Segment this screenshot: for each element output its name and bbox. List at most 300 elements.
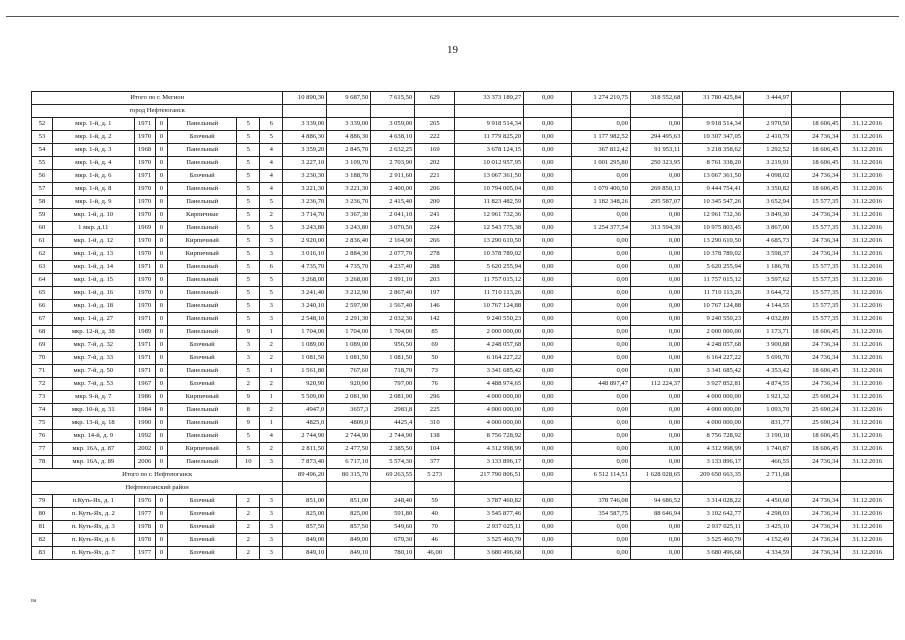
unit-limit: 18 606,45 — [792, 443, 841, 456]
completion-date: 31.12.2016 — [841, 404, 894, 417]
unit-limit: 24 736,34 — [792, 352, 841, 365]
address: мкр. 1-й, д. 8 — [52, 183, 134, 196]
unit-limit: 24 736,34 — [792, 248, 841, 261]
section-empty — [327, 482, 371, 495]
unit-limit: 15 577,35 — [792, 222, 841, 235]
table-row — [32, 508, 894, 521]
entrances: 3 — [260, 508, 283, 521]
wall-material: Блочный — [168, 352, 237, 365]
residents: 200 — [415, 196, 455, 209]
owners-share: 3 525 460,79 — [683, 534, 744, 547]
wall-material: Панельный — [168, 222, 237, 235]
wall-material: Блочный — [168, 378, 237, 391]
floors: 8 — [237, 404, 260, 417]
address: мкр. 14-й, д. 9 — [52, 430, 134, 443]
floors: 5 — [237, 287, 260, 300]
overhaul-year: 0 — [155, 222, 168, 235]
row-number: 70 — [32, 352, 53, 365]
repair-cost: 5 620 255,94 — [455, 261, 524, 274]
fund-share: 0,00 — [524, 183, 572, 196]
residents: 197 — [415, 287, 455, 300]
address: мкр. 1-й, д. 15 — [52, 274, 134, 287]
local-share: 0,00 — [631, 287, 683, 300]
page-number: 19 — [447, 44, 458, 56]
area-premises: 4 886,30 — [327, 131, 371, 144]
area-total: 4 886,30 — [283, 131, 327, 144]
summary-empty — [792, 92, 841, 105]
year-built: 1978 — [134, 521, 155, 534]
area-total: 4 735,70 — [283, 261, 327, 274]
residents: 138 — [415, 430, 455, 443]
address: мкр. 1-й, д. 4 — [52, 157, 134, 170]
year-built: 1970 — [134, 248, 155, 261]
area-residential: 3 059,00 — [371, 118, 415, 131]
region-share: 0,00 — [572, 443, 631, 456]
area-premises: 1 081,50 — [327, 352, 371, 365]
repair-cost: 3 341 685,42 — [455, 365, 524, 378]
completion-date: 31.12.2016 — [841, 378, 894, 391]
completion-date: 31.12.2016 — [841, 287, 894, 300]
section-empty — [631, 482, 683, 495]
summary-label: Итого по г. Мегион — [32, 92, 283, 105]
unit-cost: 3 900,88 — [744, 339, 792, 352]
region-share: 0,00 — [572, 547, 631, 560]
entrances: 5 — [260, 222, 283, 235]
area-total: 2 548,10 — [283, 313, 327, 326]
area-total: 920,90 — [283, 378, 327, 391]
overhaul-year: 0 — [155, 274, 168, 287]
completion-date: 31.12.2016 — [841, 443, 894, 456]
wall-material: Панельный — [168, 313, 237, 326]
overhaul-year: 0 — [155, 170, 168, 183]
section-empty — [744, 482, 792, 495]
row-number: 63 — [32, 261, 53, 274]
section-empty — [524, 482, 572, 495]
region-share: 0,00 — [572, 339, 631, 352]
unit-cost: 3 652,94 — [744, 196, 792, 209]
overhaul-year: 0 — [155, 534, 168, 547]
unit-cost: 3 425,10 — [744, 521, 792, 534]
summary-row-nefteyugansk — [32, 469, 894, 482]
table-row — [32, 547, 894, 560]
region-share: 0,00 — [572, 287, 631, 300]
local-share: 0,00 — [631, 313, 683, 326]
owners-share: 9 444 754,41 — [683, 183, 744, 196]
summary-area-total: 10 890,30 — [283, 92, 327, 105]
address: мкр. 1-й, д. 13 — [52, 248, 134, 261]
entrances: 1 — [260, 391, 283, 404]
repair-cost: 3 545 877,46 — [455, 508, 524, 521]
fund-share: 0,00 — [524, 326, 572, 339]
unit-limit: 18 606,45 — [792, 157, 841, 170]
area-premises: 3657,3 — [327, 404, 371, 417]
owners-share: 11 757 015,12 — [683, 274, 744, 287]
section-empty — [415, 482, 455, 495]
floors: 5 — [237, 118, 260, 131]
area-total: 3 230,30 — [283, 170, 327, 183]
area-premises: 6 717,10 — [327, 456, 371, 469]
overhaul-year: 0 — [155, 508, 168, 521]
overhaul-year: 0 — [155, 521, 168, 534]
region-share: 0,00 — [572, 456, 631, 469]
repair-cost: 2 000 000,00 — [455, 326, 524, 339]
table-row — [32, 131, 894, 144]
local-share: 88 646,94 — [631, 508, 683, 521]
address: мкр. 7-й, д. 50 — [52, 365, 134, 378]
row-number: 74 — [32, 404, 53, 417]
repair-cost: 4 312 998,99 — [455, 443, 524, 456]
row-number: 54 — [32, 144, 53, 157]
area-total: 3 240,10 — [283, 300, 327, 313]
overhaul-year: 0 — [155, 261, 168, 274]
overhaul-year: 0 — [155, 183, 168, 196]
summary-area-a: 9 687,50 — [327, 92, 371, 105]
address: мкр. 1-й, д. 3 — [52, 144, 134, 157]
unit-limit: 15 577,35 — [792, 313, 841, 326]
floors: 5 — [237, 443, 260, 456]
summary-local: 1 628 028,65 — [631, 469, 683, 482]
unit-cost: 3 350,82 — [744, 183, 792, 196]
area-residential: 4 638,10 — [371, 131, 415, 144]
unit-cost: 1 292,52 — [744, 144, 792, 157]
residents: 203 — [415, 274, 455, 287]
region-share: 367 812,42 — [572, 144, 631, 157]
entrances: 5 — [260, 274, 283, 287]
residents: 76 — [415, 378, 455, 391]
wall-material: Блочный — [168, 170, 237, 183]
residents: 224 — [415, 222, 455, 235]
unit-cost: 3 849,30 — [744, 209, 792, 222]
area-residential: 2 415,40 — [371, 196, 415, 209]
residents: 310 — [415, 417, 455, 430]
address: мкр. 10-й, д. 31 — [52, 404, 134, 417]
section-empty — [455, 105, 524, 118]
address: мкр. 12-й, д. 38 — [52, 326, 134, 339]
area-premises: 4809,0 — [327, 417, 371, 430]
floors: 5 — [237, 300, 260, 313]
year-built: 1971 — [134, 365, 155, 378]
row-number: 71 — [32, 365, 53, 378]
table-row — [32, 170, 894, 183]
wall-material: Кирпичный — [168, 391, 237, 404]
unit-limit: 18 606,45 — [792, 326, 841, 339]
row-number: 68 — [32, 326, 53, 339]
residents: 266 — [415, 235, 455, 248]
region-share: 0,00 — [572, 170, 631, 183]
summary-label: Итого по г. Нефтеюганск — [32, 469, 283, 482]
section-empty — [283, 105, 327, 118]
area-total: 3 714,70 — [283, 209, 327, 222]
repair-cost: 11 779 825,20 — [455, 131, 524, 144]
residents: 169 — [415, 144, 455, 157]
section-empty — [371, 482, 415, 495]
area-total: 4947,0 — [283, 404, 327, 417]
section-empty — [415, 105, 455, 118]
row-number: 66 — [32, 300, 53, 313]
residents: 377 — [415, 456, 455, 469]
local-share: 294 495,63 — [631, 131, 683, 144]
entrances: 2 — [260, 404, 283, 417]
local-share: 0,00 — [631, 430, 683, 443]
row-number: 75 — [32, 417, 53, 430]
fund-share: 0,00 — [524, 417, 572, 430]
wall-material: Панельный — [168, 183, 237, 196]
region-share: 0,00 — [572, 430, 631, 443]
area-residential: 1 081,50 — [371, 352, 415, 365]
repair-cost: 3 787 460,82 — [455, 495, 524, 508]
unit-cost: 4 144,55 — [744, 300, 792, 313]
unit-cost: 4 450,60 — [744, 495, 792, 508]
unit-cost: 4 298,03 — [744, 508, 792, 521]
wall-material: Панельный — [168, 300, 237, 313]
unit-limit: 18 606,45 — [792, 430, 841, 443]
year-built: 1967 — [134, 378, 155, 391]
repair-cost: 12 543 775,38 — [455, 222, 524, 235]
floors: 2 — [237, 534, 260, 547]
unit-limit: 24 736,34 — [792, 547, 841, 560]
area-total: 849,10 — [283, 547, 327, 560]
unit-cost: 3 597,62 — [744, 274, 792, 287]
summary-fund: 0,00 — [524, 469, 572, 482]
floors: 3 — [237, 352, 260, 365]
row-number: 59 — [32, 209, 53, 222]
year-built: 2002 — [134, 443, 155, 456]
unit-cost: 4 152,49 — [744, 534, 792, 547]
wall-material: Блочный — [168, 547, 237, 560]
local-share: 269 850,13 — [631, 183, 683, 196]
table-row — [32, 300, 894, 313]
area-premises: 825,00 — [327, 508, 371, 521]
wall-material: Кирпичные — [168, 209, 237, 222]
local-share: 0,00 — [631, 352, 683, 365]
floors: 5 — [237, 144, 260, 157]
repair-cost: 10 012 957,95 — [455, 157, 524, 170]
local-share: 250 323,95 — [631, 157, 683, 170]
summary-other: 209 650 663,35 — [683, 469, 744, 482]
area-residential: 2 991,10 — [371, 274, 415, 287]
repair-cost: 10 378 789,02 — [455, 248, 524, 261]
entrances: 3 — [260, 495, 283, 508]
fund-share: 0,00 — [524, 235, 572, 248]
region-share: 0,00 — [572, 209, 631, 222]
entrances: 4 — [260, 430, 283, 443]
entrances: 2 — [260, 443, 283, 456]
overhaul-year: 0 — [155, 196, 168, 209]
residents: 225 — [415, 404, 455, 417]
fund-share: 0,00 — [524, 365, 572, 378]
repair-cost: 9 918 514,34 — [455, 118, 524, 131]
section-row-nefteyugansk — [32, 105, 894, 118]
area-total: 3 241,40 — [283, 287, 327, 300]
row-number: 79 — [32, 495, 53, 508]
area-premises: 857,50 — [327, 521, 371, 534]
overhaul-year: 0 — [155, 352, 168, 365]
fund-share: 0,00 — [524, 547, 572, 560]
fund-share: 0,00 — [524, 313, 572, 326]
area-premises: 2 081,90 — [327, 391, 371, 404]
entrances: 3 — [260, 300, 283, 313]
residents: 50 — [415, 352, 455, 365]
owners-share: 13 067 361,50 — [683, 170, 744, 183]
row-number: 82 — [32, 534, 53, 547]
table-row — [32, 378, 894, 391]
local-share: 0,00 — [631, 261, 683, 274]
row-number: 77 — [32, 443, 53, 456]
area-premises: 920,90 — [327, 378, 371, 391]
summary-row-megion — [32, 92, 894, 105]
wall-material: Панельный — [168, 430, 237, 443]
unit-limit: 24 736,34 — [792, 534, 841, 547]
repair-cost: 10 767 124,88 — [455, 300, 524, 313]
completion-date: 31.12.2016 — [841, 521, 894, 534]
year-built: 1970 — [134, 157, 155, 170]
area-residential: 4 237,40 — [371, 261, 415, 274]
owners-share: 11 710 113,26 — [683, 287, 744, 300]
unit-limit: 25 690,24 — [792, 404, 841, 417]
unit-limit: 18 606,45 — [792, 144, 841, 157]
fund-share: 0,00 — [524, 287, 572, 300]
year-built: 1986 — [134, 391, 155, 404]
region-share: 0,00 — [572, 352, 631, 365]
address: мкр. 7-й, д. 32 — [52, 339, 134, 352]
overhaul-year: 0 — [155, 404, 168, 417]
section-title: город Нефтеюганск — [32, 105, 283, 118]
floors: 2 — [237, 508, 260, 521]
repair-cost: 6 164 227,22 — [455, 352, 524, 365]
repair-cost: 3 678 124,15 — [455, 144, 524, 157]
unit-limit: 24 736,34 — [792, 131, 841, 144]
overhaul-year: 0 — [155, 430, 168, 443]
table-row — [32, 352, 894, 365]
wall-material: Панельный — [168, 157, 237, 170]
area-residential: 2 400,00 — [371, 183, 415, 196]
table-row — [32, 287, 894, 300]
area-residential: 718,70 — [371, 365, 415, 378]
overhaul-year: 0 — [155, 248, 168, 261]
row-number: 64 — [32, 274, 53, 287]
area-residential: 2 077,70 — [371, 248, 415, 261]
floors: 5 — [237, 209, 260, 222]
floors: 10 — [237, 456, 260, 469]
unit-cost: 1 093,70 — [744, 404, 792, 417]
address: мкр. 16А, д. 89 — [52, 456, 134, 469]
area-premises: 2 845,70 — [327, 144, 371, 157]
local-share: 0,00 — [631, 274, 683, 287]
wall-material: Панельный — [168, 326, 237, 339]
completion-date: 31.12.2016 — [841, 391, 894, 404]
housing-register-table — [31, 91, 894, 560]
region-share: 378 746,08 — [572, 495, 631, 508]
region-share: 0,00 — [572, 326, 631, 339]
unit-limit: 25 690,24 — [792, 417, 841, 430]
owners-share: 4 000 000,00 — [683, 404, 744, 417]
address: 1 мкр. д.11 — [52, 222, 134, 235]
section-empty — [792, 482, 841, 495]
region-share: 0,00 — [572, 404, 631, 417]
year-built: 1992 — [134, 430, 155, 443]
area-premises: 3 221,30 — [327, 183, 371, 196]
area-total: 825,00 — [283, 508, 327, 521]
table-row — [32, 183, 894, 196]
residents: 142 — [415, 313, 455, 326]
repair-cost: 10 794 005,04 — [455, 183, 524, 196]
unit-limit: 18 606,45 — [792, 365, 841, 378]
table-row — [32, 391, 894, 404]
completion-date: 31.12.2016 — [841, 326, 894, 339]
floors: 5 — [237, 157, 260, 170]
area-total: 3 236,70 — [283, 196, 327, 209]
fund-share: 0,00 — [524, 222, 572, 235]
table-row — [32, 521, 894, 534]
table-row — [32, 157, 894, 170]
table-row — [32, 404, 894, 417]
owners-share: 10 975 803,45 — [683, 222, 744, 235]
area-total: 3 016,10 — [283, 248, 327, 261]
completion-date: 31.12.2016 — [841, 235, 894, 248]
unit-limit: 15 577,35 — [792, 287, 841, 300]
local-share: 0,00 — [631, 365, 683, 378]
wall-material: Кирпичный — [168, 235, 237, 248]
residents: 73 — [415, 365, 455, 378]
completion-date: 31.12.2016 — [841, 170, 894, 183]
completion-date: 31.12.2016 — [841, 261, 894, 274]
owners-share: 3 314 028,22 — [683, 495, 744, 508]
completion-date: 31.12.2016 — [841, 118, 894, 131]
entrances: 5 — [260, 196, 283, 209]
overhaul-year: 0 — [155, 339, 168, 352]
summary-local: 318 552,68 — [631, 92, 683, 105]
region-share: 354 587,75 — [572, 508, 631, 521]
owners-share: 3 341 685,42 — [683, 365, 744, 378]
address: мкр. 1-й, д. 2 — [52, 131, 134, 144]
table-row — [32, 417, 894, 430]
floors: 2 — [237, 495, 260, 508]
year-built: 1971 — [134, 118, 155, 131]
area-residential: 2 081,90 — [371, 391, 415, 404]
overhaul-year: 0 — [155, 235, 168, 248]
fund-share: 0,00 — [524, 521, 572, 534]
fund-share: 0,00 — [524, 131, 572, 144]
local-share: 0,00 — [631, 456, 683, 469]
address: мкр. 1-й, д. 9 — [52, 196, 134, 209]
unit-cost: 4 353,42 — [744, 365, 792, 378]
area-residential: 1 567,40 — [371, 300, 415, 313]
unit-limit: 24 736,34 — [792, 508, 841, 521]
section-empty — [841, 482, 894, 495]
wall-material: Панельный — [168, 261, 237, 274]
residents: 146 — [415, 300, 455, 313]
repair-cost: 11 710 113,26 — [455, 287, 524, 300]
entrances: 4 — [260, 144, 283, 157]
unit-cost: 1 186,78 — [744, 261, 792, 274]
local-share: 0,00 — [631, 547, 683, 560]
repair-cost: 3 525 460,79 — [455, 534, 524, 547]
summary-region: 1 274 210,75 — [572, 92, 631, 105]
fund-share: 0,00 — [524, 248, 572, 261]
row-number: 62 — [32, 248, 53, 261]
area-residential: 2 164,90 — [371, 235, 415, 248]
overhaul-year: 0 — [155, 131, 168, 144]
wall-material: Блочный — [168, 339, 237, 352]
area-premises: 3 339,00 — [327, 118, 371, 131]
fund-share: 0,00 — [524, 534, 572, 547]
area-premises: 849,10 — [327, 547, 371, 560]
unit-cost: 1 921,32 — [744, 391, 792, 404]
table-row — [32, 326, 894, 339]
year-built: 1969 — [134, 222, 155, 235]
owners-share: 12 961 732,36 — [683, 209, 744, 222]
region-share: 1 254 377,54 — [572, 222, 631, 235]
